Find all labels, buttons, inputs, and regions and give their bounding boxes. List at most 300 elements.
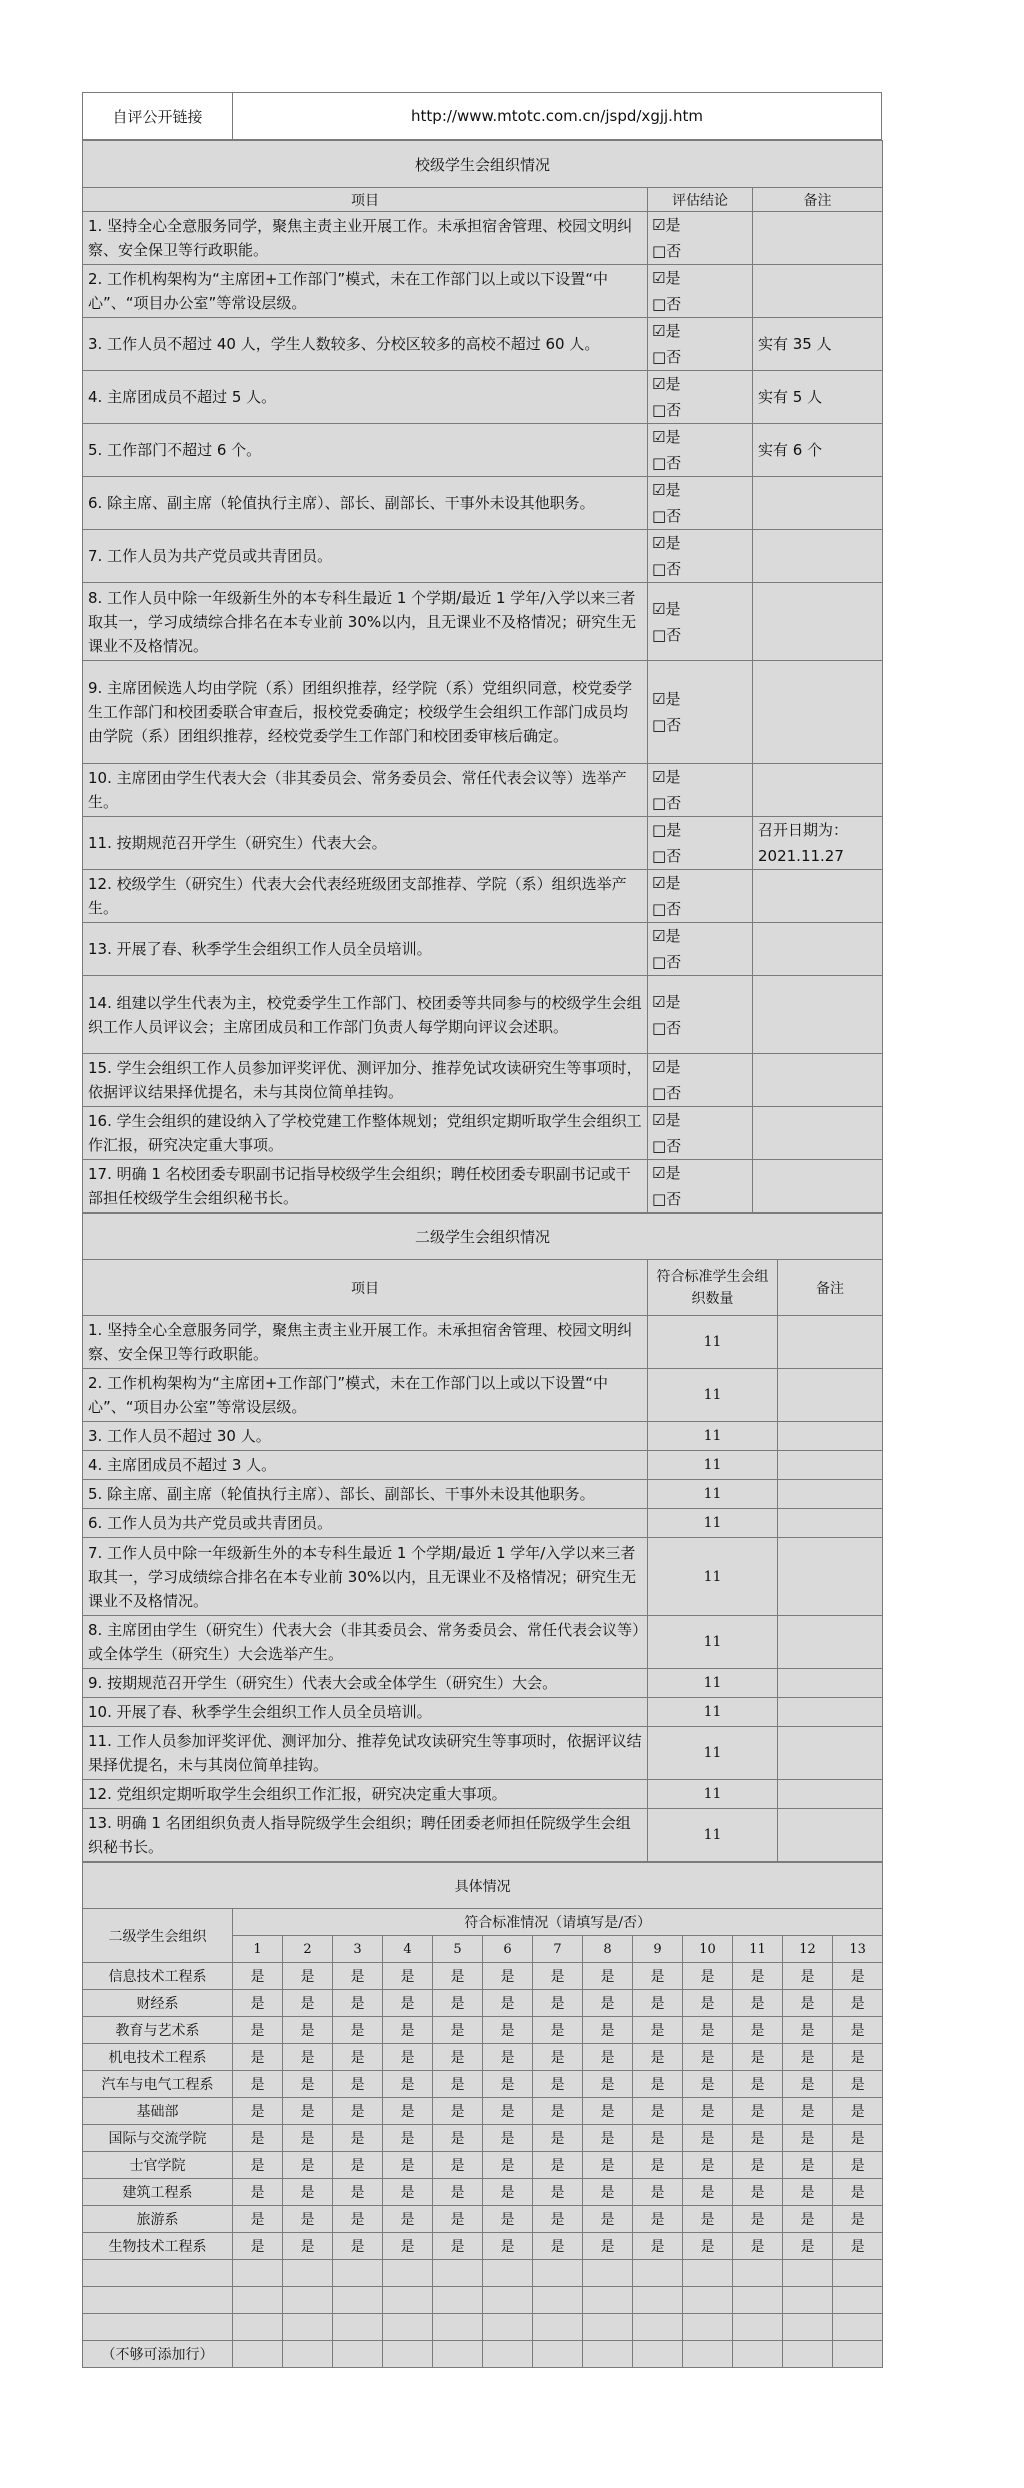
criteria-cell[interactable] — [233, 2341, 283, 2368]
criteria-cell[interactable] — [733, 2314, 783, 2341]
criteria-cell[interactable] — [583, 2287, 633, 2314]
checkbox-icon[interactable]: □ — [652, 295, 667, 313]
criteria-cell[interactable]: 是 — [683, 2152, 733, 2179]
criteria-cell[interactable]: 是 — [333, 2152, 383, 2179]
criteria-cell[interactable]: 是 — [633, 2206, 683, 2233]
yes-option[interactable] — [652, 530, 747, 556]
yes-option[interactable] — [652, 923, 747, 949]
criteria-cell[interactable]: 是 — [383, 2044, 433, 2071]
criteria-cell[interactable]: 是 — [783, 2233, 833, 2260]
criteria-cell[interactable]: 是 — [333, 2017, 383, 2044]
criteria-cell[interactable]: 是 — [283, 2233, 333, 2260]
checked-box-icon[interactable]: ☑ — [652, 599, 666, 618]
criteria-cell[interactable] — [283, 2287, 333, 2314]
criteria-cell[interactable]: 是 — [583, 2206, 633, 2233]
criteria-cell[interactable]: 是 — [733, 2152, 783, 2179]
criteria-cell[interactable] — [833, 2314, 883, 2341]
criteria-cell[interactable] — [683, 2287, 733, 2314]
criteria-cell[interactable]: 是 — [633, 1990, 683, 2017]
criteria-cell[interactable]: 是 — [433, 2098, 483, 2125]
criteria-cell[interactable] — [233, 2287, 283, 2314]
checked-box-icon[interactable]: ☑ — [652, 216, 666, 234]
checked-box-icon[interactable]: ☑ — [652, 1058, 666, 1076]
criteria-cell[interactable]: 是 — [383, 2233, 433, 2260]
criteria-cell[interactable]: 是 — [283, 2206, 333, 2233]
criteria-cell[interactable]: 是 — [433, 2071, 483, 2098]
criteria-cell[interactable]: 是 — [833, 2179, 883, 2206]
criteria-cell[interactable]: 是 — [633, 2125, 683, 2152]
criteria-cell[interactable] — [783, 2341, 833, 2368]
result-checkbox-group[interactable] — [648, 530, 753, 583]
checked-box-icon[interactable]: ☑ — [652, 992, 666, 1011]
criteria-cell[interactable]: 是 — [733, 1963, 783, 1990]
criteria-cell[interactable]: 是 — [583, 1963, 633, 1990]
checkbox-icon[interactable]: □ — [652, 242, 667, 260]
criteria-cell[interactable]: 是 — [333, 2233, 383, 2260]
criteria-cell[interactable]: 是 — [633, 1963, 683, 1990]
detail-row — [83, 2017, 883, 2044]
criteria-cell[interactable] — [483, 2287, 533, 2314]
criteria-cell[interactable]: 是 — [333, 2098, 383, 2125]
criteria-cell[interactable]: 是 — [683, 2179, 733, 2206]
criteria-cell[interactable]: 是 — [483, 2044, 533, 2071]
no-option[interactable] — [652, 1133, 747, 1159]
result-checkbox-group[interactable] — [648, 817, 753, 870]
criteria-cell[interactable]: 是 — [833, 2098, 883, 2125]
criteria-cell[interactable]: 是 — [533, 1990, 583, 2017]
criteria-cell[interactable]: 是 — [533, 1963, 583, 1990]
criteria-cell[interactable]: 是 — [783, 2152, 833, 2179]
criteria-cell[interactable]: 是 — [783, 2017, 833, 2044]
criteria-cell[interactable]: 是 — [383, 2179, 433, 2206]
criteria-cell[interactable]: 是 — [383, 2017, 433, 2044]
criteria-cell[interactable]: 是 — [683, 2044, 733, 2071]
no-label: 否 — [666, 242, 682, 260]
no-option[interactable] — [652, 503, 747, 529]
criteria-cell[interactable] — [833, 2341, 883, 2368]
criteria-cell[interactable]: 是 — [283, 2071, 333, 2098]
no-option[interactable] — [652, 622, 747, 648]
criteria-cell[interactable]: 是 — [633, 2071, 683, 2098]
result-checkbox-group[interactable] — [648, 212, 753, 265]
criteria-cell[interactable]: 是 — [783, 2098, 833, 2125]
criteria-cell[interactable]: 是 — [633, 2152, 683, 2179]
criteria-cell[interactable]: 是 — [733, 2179, 783, 2206]
criteria-cell[interactable] — [783, 2260, 833, 2287]
criteria-cell[interactable]: 是 — [583, 2017, 633, 2044]
result-checkbox-group[interactable] — [648, 371, 753, 424]
criteria-cell[interactable]: 是 — [783, 2179, 833, 2206]
criteria-cell[interactable]: 是 — [783, 2044, 833, 2071]
school-row — [83, 870, 883, 923]
criteria-cell[interactable]: 是 — [583, 2071, 633, 2098]
criteria-cell[interactable]: 是 — [233, 2044, 283, 2071]
criteria-cell[interactable]: 是 — [483, 2017, 533, 2044]
checkbox-icon[interactable]: □ — [652, 625, 667, 644]
college-row — [83, 1809, 883, 1862]
result-checkbox-group[interactable] — [648, 583, 753, 661]
criteria-cell[interactable]: 是 — [583, 2098, 633, 2125]
yes-label: 是 — [665, 992, 681, 1011]
checked-box-icon[interactable]: ☑ — [652, 322, 666, 340]
org-name: 旅游系 — [83, 2206, 233, 2233]
result-checkbox-group[interactable] — [648, 923, 753, 976]
criteria-cell[interactable] — [333, 2341, 383, 2368]
criteria-cell[interactable]: 是 — [233, 2233, 283, 2260]
checked-box-icon[interactable]: ☑ — [652, 768, 666, 786]
criteria-cell[interactable]: 是 — [833, 2044, 883, 2071]
yes-option[interactable] — [652, 1160, 747, 1186]
no-option[interactable] — [652, 790, 747, 816]
criteria-cell[interactable] — [833, 2260, 883, 2287]
no-option[interactable] — [652, 1015, 747, 1041]
checkbox-icon[interactable]: □ — [652, 1137, 667, 1155]
criteria-cell[interactable]: 是 — [333, 1990, 383, 2017]
checked-box-icon[interactable]: ☑ — [652, 1164, 666, 1182]
criteria-cell[interactable]: 是 — [433, 2206, 483, 2233]
criteria-cell[interactable]: 是 — [433, 2017, 483, 2044]
yes-option[interactable] — [652, 371, 747, 397]
yes-option[interactable] — [652, 817, 747, 843]
yes-option[interactable] — [652, 265, 747, 291]
criteria-cell[interactable] — [833, 2287, 883, 2314]
no-option[interactable] — [652, 344, 747, 370]
criteria-cell[interactable]: 是 — [733, 2071, 783, 2098]
criteria-cell[interactable] — [433, 2260, 483, 2287]
criteria-cell[interactable]: 是 — [383, 2206, 433, 2233]
criteria-cell[interactable] — [583, 2260, 633, 2287]
criteria-cell[interactable]: 是 — [783, 2071, 833, 2098]
criteria-cell[interactable]: 是 — [383, 2071, 433, 2098]
criteria-cell[interactable]: 是 — [533, 2044, 583, 2071]
criteria-cell[interactable] — [683, 2341, 733, 2368]
criteria-cell[interactable]: 是 — [733, 2206, 783, 2233]
checkbox-icon[interactable]: □ — [652, 1190, 667, 1208]
link-url[interactable]: http://www.mtotc.com.cn/jspd/xgjj.htm — [233, 93, 882, 140]
checkbox-icon[interactable]: □ — [652, 560, 667, 578]
criteria-cell[interactable] — [433, 2341, 483, 2368]
no-option[interactable] — [652, 949, 747, 975]
criteria-cell[interactable]: 是 — [483, 1990, 533, 2017]
criteria-cell[interactable] — [433, 2287, 483, 2314]
checkbox-icon[interactable]: □ — [652, 507, 667, 525]
criteria-cell[interactable]: 是 — [783, 2125, 833, 2152]
college-count: 11 — [648, 1616, 778, 1669]
checkbox-icon[interactable]: □ — [652, 794, 667, 812]
criteria-cell[interactable]: 是 — [833, 1990, 883, 2017]
criteria-cell[interactable]: 是 — [233, 1990, 283, 2017]
criteria-cell[interactable]: 是 — [233, 2206, 283, 2233]
yes-option[interactable] — [652, 870, 747, 896]
checkbox-icon[interactable]: □ — [652, 1018, 667, 1037]
result-checkbox-group[interactable] — [648, 424, 753, 477]
yes-label: 是 — [665, 1058, 681, 1076]
no-option[interactable] — [652, 556, 747, 582]
yes-option[interactable] — [652, 212, 747, 238]
checkbox-icon[interactable]: □ — [652, 953, 667, 971]
org-name: 国际与交流学院 — [83, 2125, 233, 2152]
criteria-cell[interactable]: 是 — [433, 2179, 483, 2206]
criteria-cell[interactable]: 是 — [633, 2098, 683, 2125]
yes-option[interactable] — [652, 764, 747, 790]
college-note — [778, 1509, 883, 1538]
checked-box-icon[interactable]: ☑ — [652, 1111, 666, 1129]
checkbox-icon[interactable]: □ — [652, 900, 667, 918]
criteria-cell[interactable]: 是 — [233, 2179, 283, 2206]
criteria-cell[interactable]: 是 — [533, 2017, 583, 2044]
result-checkbox-group[interactable] — [648, 318, 753, 371]
criteria-cell[interactable]: 是 — [233, 2017, 283, 2044]
result-checkbox-group[interactable] — [648, 1107, 753, 1160]
checkbox-icon[interactable]: □ — [652, 1084, 667, 1102]
criteria-cell[interactable]: 是 — [333, 2071, 383, 2098]
criteria-cell[interactable] — [583, 2314, 633, 2341]
criteria-cell[interactable] — [483, 2314, 533, 2341]
criteria-cell[interactable] — [283, 2314, 333, 2341]
no-option[interactable] — [652, 238, 747, 264]
checkbox-icon[interactable]: □ — [652, 716, 667, 734]
criteria-cell[interactable]: 是 — [633, 2233, 683, 2260]
no-label: 否 — [666, 1018, 682, 1037]
criteria-cell[interactable]: 是 — [683, 2017, 733, 2044]
criteria-cell[interactable]: 是 — [333, 2125, 383, 2152]
criteria-cell[interactable]: 是 — [233, 1963, 283, 1990]
criteria-cell[interactable]: 是 — [233, 2071, 283, 2098]
checkbox-icon[interactable]: □ — [652, 821, 667, 839]
criteria-cell[interactable]: 是 — [683, 2206, 733, 2233]
yes-option[interactable] — [652, 424, 747, 450]
criteria-cell[interactable]: 是 — [533, 2071, 583, 2098]
criteria-cell[interactable] — [533, 2260, 583, 2287]
criteria-cell[interactable]: 是 — [433, 1990, 483, 2017]
criteria-cell[interactable]: 是 — [283, 1963, 333, 1990]
checked-box-icon[interactable]: ☑ — [652, 534, 666, 552]
criteria-cell[interactable]: 是 — [533, 2125, 583, 2152]
checkbox-icon[interactable]: □ — [652, 401, 667, 419]
criteria-cell[interactable]: 是 — [383, 2098, 433, 2125]
criteria-cell[interactable]: 是 — [683, 1990, 733, 2017]
criteria-cell[interactable]: 是 — [283, 2017, 333, 2044]
criteria-cell[interactable]: 是 — [483, 2125, 533, 2152]
no-option[interactable] — [652, 450, 747, 476]
yes-label: 是 — [665, 1111, 681, 1129]
criteria-cell[interactable] — [283, 2260, 333, 2287]
criteria-cell[interactable]: 是 — [833, 2152, 883, 2179]
criteria-cell[interactable]: 是 — [383, 1963, 433, 1990]
criteria-cell[interactable]: 是 — [483, 2179, 533, 2206]
result-checkbox-group[interactable] — [648, 870, 753, 923]
criteria-cell[interactable]: 是 — [583, 1990, 633, 2017]
college-item-text: 9. 按期规范召开学生（研究生）代表大会或全体学生（研究生）大会。 — [83, 1669, 648, 1698]
criteria-cell[interactable]: 是 — [333, 2206, 383, 2233]
criteria-column-number: 4 — [383, 1936, 433, 1963]
no-option[interactable] — [652, 397, 747, 423]
criteria-cell[interactable] — [433, 2314, 483, 2341]
result-checkbox-group[interactable] — [648, 661, 753, 764]
criteria-cell[interactable]: 是 — [783, 1963, 833, 1990]
criteria-cell[interactable] — [333, 2314, 383, 2341]
criteria-cell[interactable]: 是 — [483, 2098, 533, 2125]
criteria-cell[interactable]: 是 — [483, 2152, 533, 2179]
criteria-cell[interactable]: 是 — [833, 1963, 883, 1990]
criteria-cell[interactable]: 是 — [283, 2179, 333, 2206]
result-checkbox-group[interactable] — [648, 976, 753, 1054]
criteria-cell[interactable] — [583, 2341, 633, 2368]
criteria-cell[interactable]: 是 — [283, 2098, 333, 2125]
criteria-cell[interactable]: 是 — [283, 2125, 333, 2152]
criteria-cell[interactable]: 是 — [733, 2017, 783, 2044]
criteria-cell[interactable] — [383, 2260, 433, 2287]
criteria-cell[interactable] — [733, 2260, 783, 2287]
checked-box-icon[interactable]: ☑ — [652, 927, 666, 945]
no-option[interactable] — [652, 712, 747, 738]
criteria-cell[interactable]: 是 — [733, 2098, 783, 2125]
criteria-cell[interactable]: 是 — [633, 2044, 683, 2071]
no-option[interactable] — [652, 1186, 747, 1212]
criteria-cell[interactable]: 是 — [283, 2152, 333, 2179]
result-checkbox-group[interactable] — [648, 477, 753, 530]
checked-box-icon[interactable]: ☑ — [652, 690, 666, 708]
criteria-cell[interactable]: 是 — [583, 2044, 633, 2071]
yes-option[interactable] — [652, 1107, 747, 1133]
criteria-cell[interactable]: 是 — [433, 1963, 483, 1990]
criteria-cell[interactable]: 是 — [483, 2071, 533, 2098]
criteria-cell[interactable]: 是 — [783, 1990, 833, 2017]
yes-option[interactable] — [652, 596, 747, 622]
criteria-cell[interactable]: 是 — [833, 2206, 883, 2233]
result-checkbox-group[interactable] — [648, 764, 753, 817]
criteria-cell[interactable] — [633, 2341, 683, 2368]
criteria-cell[interactable]: 是 — [483, 1963, 533, 1990]
criteria-cell[interactable] — [683, 2314, 733, 2341]
checked-box-icon[interactable]: ☑ — [652, 874, 666, 892]
criteria-cell[interactable]: 是 — [583, 2152, 633, 2179]
criteria-cell[interactable]: 是 — [383, 1990, 433, 2017]
criteria-cell[interactable] — [633, 2260, 683, 2287]
criteria-cell[interactable]: 是 — [533, 2233, 583, 2260]
criteria-cell[interactable] — [733, 2287, 783, 2314]
criteria-cell[interactable] — [333, 2260, 383, 2287]
criteria-cell[interactable]: 是 — [633, 2017, 683, 2044]
criteria-cell[interactable]: 是 — [433, 2125, 483, 2152]
criteria-cell[interactable] — [283, 2341, 333, 2368]
yes-label: 是 — [665, 481, 681, 499]
criteria-cell[interactable]: 是 — [583, 2233, 633, 2260]
criteria-cell[interactable] — [633, 2287, 683, 2314]
criteria-cell[interactable]: 是 — [733, 2125, 783, 2152]
criteria-cell[interactable] — [383, 2287, 433, 2314]
checked-box-icon[interactable]: ☑ — [652, 375, 666, 393]
criteria-cell[interactable]: 是 — [433, 2233, 483, 2260]
criteria-cell[interactable]: 是 — [333, 2179, 383, 2206]
criteria-cell[interactable] — [533, 2314, 583, 2341]
criteria-cell[interactable]: 是 — [733, 1990, 783, 2017]
criteria-cell[interactable]: 是 — [233, 2098, 283, 2125]
result-checkbox-group[interactable] — [648, 1054, 753, 1107]
criteria-cell[interactable]: 是 — [683, 2233, 733, 2260]
no-label: 否 — [666, 348, 682, 366]
criteria-cell[interactable]: 是 — [533, 2098, 583, 2125]
criteria-cell[interactable] — [383, 2341, 433, 2368]
criteria-column-number: 11 — [733, 1936, 783, 1963]
criteria-cell[interactable]: 是 — [583, 2179, 633, 2206]
criteria-cell[interactable]: 是 — [383, 2152, 433, 2179]
no-option[interactable] — [652, 1080, 747, 1106]
checkbox-icon[interactable]: □ — [652, 454, 667, 472]
criteria-cell[interactable]: 是 — [683, 2098, 733, 2125]
criteria-cell[interactable]: 是 — [833, 2125, 883, 2152]
criteria-cell[interactable]: 是 — [833, 2233, 883, 2260]
criteria-cell[interactable] — [333, 2287, 383, 2314]
checked-box-icon[interactable]: ☑ — [652, 269, 666, 287]
no-option[interactable] — [652, 896, 747, 922]
yes-option[interactable] — [652, 1054, 747, 1080]
criteria-cell[interactable]: 是 — [283, 2044, 333, 2071]
criteria-cell[interactable]: 是 — [483, 2233, 533, 2260]
criteria-cell[interactable] — [533, 2287, 583, 2314]
result-checkbox-group[interactable] — [648, 1160, 753, 1213]
yes-option[interactable] — [652, 686, 747, 712]
criteria-cell[interactable]: 是 — [333, 2044, 383, 2071]
result-checkbox-group[interactable] — [648, 265, 753, 318]
details-org-header: 二级学生会组织 — [83, 1909, 233, 1963]
criteria-cell[interactable] — [483, 2260, 533, 2287]
yes-option[interactable] — [652, 318, 747, 344]
criteria-cell[interactable]: 是 — [683, 2071, 733, 2098]
criteria-cell[interactable]: 是 — [433, 2152, 483, 2179]
no-option[interactable] — [652, 291, 747, 317]
criteria-cell[interactable] — [633, 2314, 683, 2341]
criteria-cell[interactable]: 是 — [733, 2044, 783, 2071]
criteria-cell[interactable]: 是 — [733, 2233, 783, 2260]
criteria-cell[interactable]: 是 — [333, 1963, 383, 1990]
criteria-cell[interactable]: 是 — [783, 2206, 833, 2233]
criteria-cell[interactable]: 是 — [233, 2152, 283, 2179]
checkbox-icon[interactable]: □ — [652, 847, 667, 865]
no-option[interactable] — [652, 843, 747, 869]
yes-option[interactable] — [652, 477, 747, 503]
criteria-cell[interactable] — [683, 2260, 733, 2287]
criteria-cell[interactable]: 是 — [633, 2179, 683, 2206]
criteria-cell[interactable]: 是 — [283, 1990, 333, 2017]
criteria-cell[interactable] — [233, 2314, 283, 2341]
checkbox-icon[interactable]: □ — [652, 348, 667, 366]
criteria-cell[interactable]: 是 — [683, 2125, 733, 2152]
criteria-cell[interactable]: 是 — [583, 2125, 633, 2152]
checked-box-icon[interactable]: ☑ — [652, 428, 666, 446]
criteria-cell[interactable] — [483, 2341, 533, 2368]
criteria-cell[interactable]: 是 — [533, 2206, 583, 2233]
criteria-cell[interactable]: 是 — [233, 2125, 283, 2152]
criteria-cell[interactable]: 是 — [483, 2206, 533, 2233]
criteria-cell[interactable]: 是 — [683, 1963, 733, 1990]
criteria-cell[interactable]: 是 — [433, 2044, 483, 2071]
criteria-cell[interactable] — [383, 2314, 433, 2341]
criteria-cell[interactable] — [783, 2287, 833, 2314]
criteria-cell[interactable]: 是 — [833, 2071, 883, 2098]
criteria-cell[interactable] — [783, 2314, 833, 2341]
checked-box-icon[interactable]: ☑ — [652, 481, 666, 499]
criteria-cell[interactable]: 是 — [533, 2152, 583, 2179]
criteria-cell[interactable]: 是 — [833, 2017, 883, 2044]
yes-option[interactable] — [652, 989, 747, 1015]
criteria-cell[interactable] — [733, 2341, 783, 2368]
school-item-text: 16. 学生会组织的建设纳入了学校党建工作整体规划；党组织定期听取学生会组织工作汇报，研究决定重大事项。 — [83, 1107, 648, 1160]
criteria-cell[interactable]: 是 — [383, 2125, 433, 2152]
criteria-cell[interactable] — [533, 2341, 583, 2368]
criteria-cell[interactable]: 是 — [533, 2179, 583, 2206]
criteria-cell[interactable] — [233, 2260, 283, 2287]
